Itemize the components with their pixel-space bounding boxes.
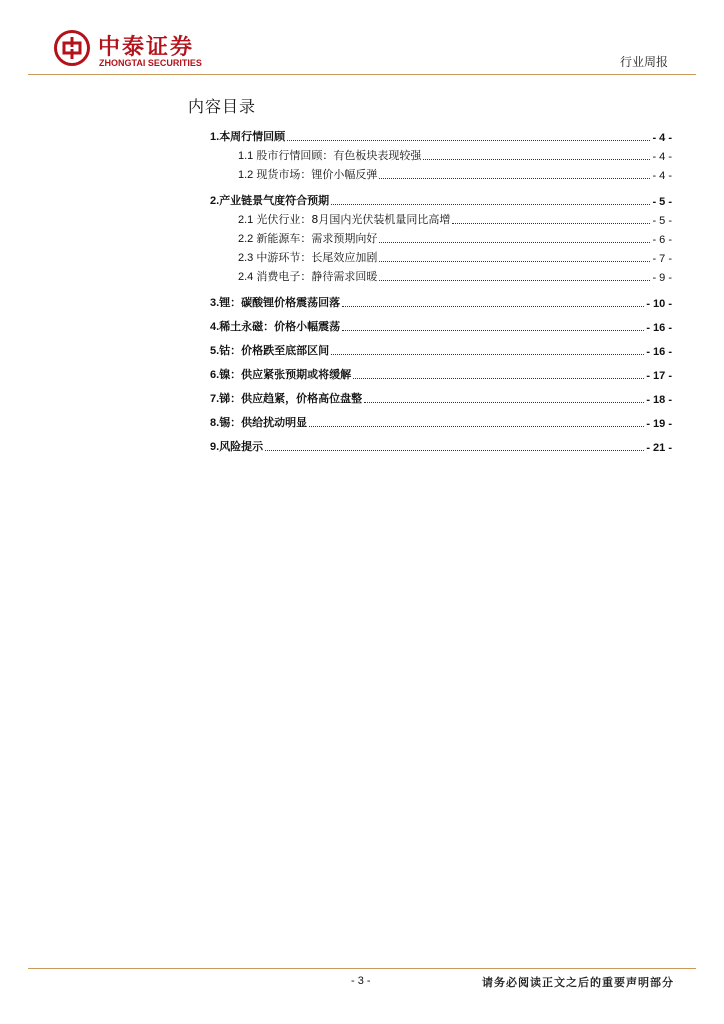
toc-entry-number: 2.2	[238, 233, 257, 245]
toc-entry-number: 2.3	[238, 252, 257, 264]
toc-entry-text: 产业链景气度符合预期	[219, 194, 330, 207]
toc-entry-text: 本周行情回顾	[219, 130, 286, 143]
toc-entry[interactable]	[210, 126, 672, 144]
toc-entry-text: 现货市场：锂价小幅反弹	[256, 168, 378, 181]
toc-entry-page: - 19 -	[646, 418, 672, 430]
toc-entry-number: 9.	[210, 441, 220, 453]
toc-entry-text: 镍：供应紧张预期或将缓解	[219, 368, 352, 381]
toc-entry-label	[210, 414, 307, 430]
toc-dot-leader	[331, 204, 650, 205]
toc-entry-number: 6.	[210, 369, 220, 381]
toc-entry[interactable]	[238, 164, 672, 182]
toc-entry-text: 锡：供给扰动明显	[219, 416, 308, 429]
toc-dot-leader	[265, 450, 644, 451]
logo-english-name: ZHONGTAI SECURITIES	[99, 58, 202, 68]
toc-entry[interactable]	[210, 190, 672, 208]
toc-entry-text: 锑：供应趋紧，价格高位盘整	[219, 392, 363, 405]
toc-entry-label	[210, 318, 340, 334]
toc-entry[interactable]	[210, 364, 672, 382]
toc-entry-number: 1.2	[238, 169, 257, 181]
toc-entry-page: - 6 -	[652, 234, 672, 246]
toc-entry[interactable]	[210, 292, 672, 310]
footer-disclaimer: 请务必阅读正文之后的重要声明部分	[482, 976, 674, 989]
toc-entry-page: - 17 -	[646, 370, 672, 382]
toc-entry-text: 光伏行业：8月国内光伏装机量同比高增	[256, 213, 451, 226]
toc-entry-text: 消费电子：静待需求回暖	[256, 270, 378, 283]
toc-entry-page: - 7 -	[652, 253, 672, 265]
toc-entry-label	[238, 268, 377, 284]
toc-entry-text: 中游环节：长尾效应加剧	[256, 251, 378, 264]
toc-entry[interactable]	[210, 388, 672, 406]
toc-entry-page: - 10 -	[646, 298, 672, 310]
toc-entry-page: - 4 -	[652, 170, 672, 182]
toc-dot-leader	[364, 402, 644, 403]
toc-dot-leader	[452, 223, 650, 224]
toc-dot-leader	[287, 140, 650, 141]
toc-dot-leader	[379, 280, 650, 281]
toc-entry-label	[210, 366, 351, 382]
toc-entry-page: - 16 -	[646, 346, 672, 358]
toc-entry-number: 5.	[210, 345, 220, 357]
toc-entry-label	[210, 390, 362, 406]
toc-entry-text: 锂：碳酸锂价格震荡回落	[219, 296, 341, 309]
toc-entry-page: - 5 -	[652, 215, 672, 227]
toc-entry-label	[238, 211, 450, 227]
toc-entry[interactable]	[210, 316, 672, 334]
toc-title: 内容目录	[188, 97, 257, 116]
toc-dot-leader	[379, 242, 650, 243]
toc-entry-number: 2.	[210, 195, 220, 207]
toc-entry-label	[210, 294, 340, 310]
toc-entry[interactable]	[210, 340, 672, 358]
toc-entry[interactable]	[238, 266, 672, 284]
toc-entry-number: 3.	[210, 297, 220, 309]
toc-entry-label	[210, 128, 285, 144]
toc-dot-leader	[342, 306, 644, 307]
toc-dot-leader	[331, 354, 644, 355]
toc-entry-page: - 16 -	[646, 322, 672, 334]
toc-entry[interactable]	[210, 412, 672, 430]
toc-dot-leader	[309, 426, 644, 427]
toc-entry-number: 8.	[210, 417, 220, 429]
toc-entry-page: - 9 -	[652, 272, 672, 284]
toc-entry-label	[238, 230, 377, 246]
footer-divider	[28, 968, 696, 969]
toc-entry-page: - 4 -	[652, 151, 672, 163]
toc-entry-text: 新能源车：需求预期向好	[256, 232, 378, 245]
toc-entry[interactable]	[238, 228, 672, 246]
toc-entry-label	[210, 342, 329, 358]
toc-entry[interactable]	[238, 145, 672, 163]
toc-entry-text: 稀土永磁：价格小幅震荡	[219, 320, 341, 333]
toc-entry-label	[238, 249, 377, 265]
page-header	[0, 0, 724, 80]
toc-entry-text: 风险提示	[219, 440, 264, 453]
logo-chinese-name: 中泰证券	[98, 35, 195, 60]
toc-entry-number: 2.4	[238, 271, 257, 283]
toc-dot-leader	[379, 178, 650, 179]
toc-dot-leader	[423, 159, 650, 160]
toc-entry-text: 股市行情回顾：有色板块表现较强	[256, 149, 422, 162]
toc-entry-label	[210, 438, 263, 454]
zhongtai-logo-icon	[54, 30, 90, 66]
header-divider	[28, 74, 696, 75]
toc-entry-number: 7.	[210, 393, 220, 405]
page-number: - 3 -	[351, 975, 371, 987]
toc-entry-text: 钴：价格跌至底部区间	[219, 344, 330, 357]
toc-entry-number: 4.	[210, 321, 220, 333]
toc-entry-number: 2.1	[238, 214, 257, 226]
toc-entry[interactable]	[210, 436, 672, 454]
toc-entry-number: 1.	[210, 131, 220, 143]
report-type-label: 行业周报	[619, 55, 668, 69]
toc-dot-leader	[379, 261, 650, 262]
toc-entry-label	[238, 166, 377, 182]
toc-entry[interactable]	[238, 247, 672, 265]
toc-entry[interactable]	[238, 209, 672, 227]
toc-dot-leader	[353, 378, 644, 379]
toc-entry-page: - 18 -	[646, 394, 672, 406]
toc-dot-leader	[342, 330, 644, 331]
toc-entry-page: - 21 -	[646, 442, 672, 454]
toc-entry-number: 1.1	[238, 150, 257, 162]
toc-entry-page: - 5 -	[652, 196, 672, 208]
toc-entry-label	[238, 147, 421, 163]
toc-entry-label	[210, 192, 329, 208]
toc-entry-page: - 4 -	[652, 132, 672, 144]
